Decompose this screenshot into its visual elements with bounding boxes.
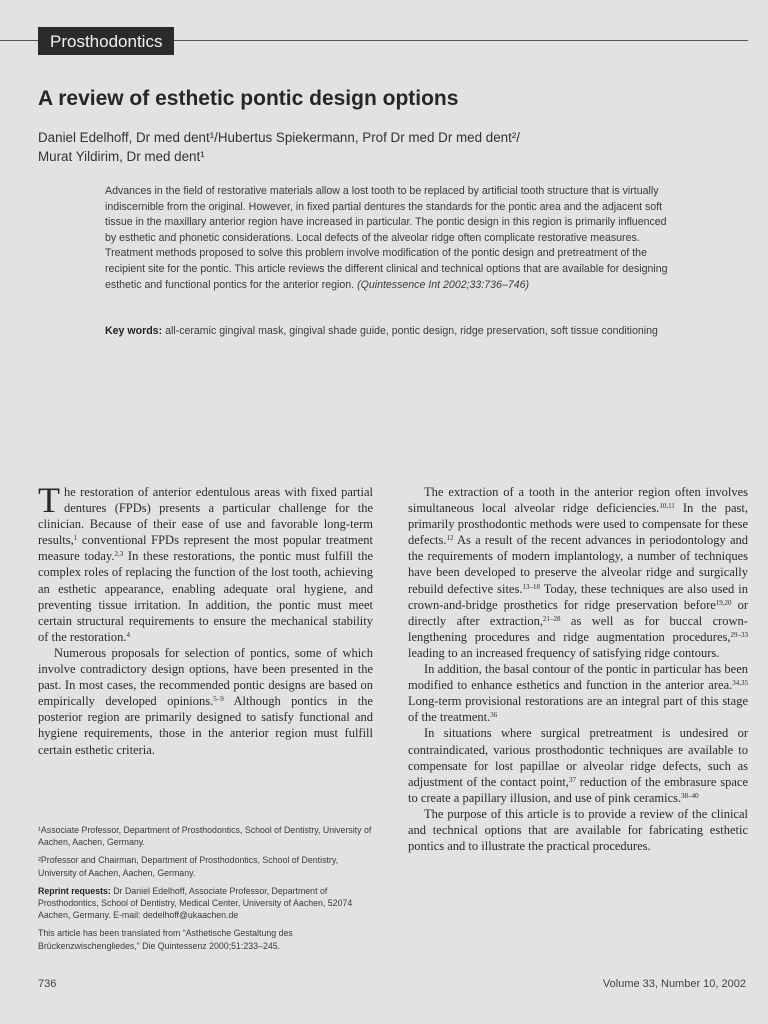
- body-paragraph: [38, 480, 374, 645]
- citation-ref: 2,3: [114, 550, 124, 559]
- body-text: Numerous proposals for selection of pontics, some of which involve contradictory design options, have been presented in the past. In most cases, the recommended pontic designs are based on empirically developed opinions.: [38, 645, 373, 709]
- body-paragraph: [408, 661, 748, 725]
- body-text: In addition, the basal contour of the pontic in particular has been modified to enhance esthetics and function in the anterior area.: [408, 662, 748, 693]
- body-column-left: [38, 480, 374, 758]
- abstract: [105, 184, 670, 293]
- citation-ref: 34,35: [732, 679, 748, 688]
- keywords: [105, 324, 685, 340]
- body-paragraph: [408, 484, 748, 661]
- section-label: Prosthodontics: [38, 27, 174, 55]
- keywords-label: Key words:: [105, 325, 163, 337]
- body-text: Today, these techniques are also used in crown-and-bridge prosthetics for ridge preservation before: [408, 581, 748, 612]
- footnote-affiliation-2: ²Professor and Chairman, Department of Prosthodontics, School of Dentistry, University of Aachen, Aachen, Germany.: [38, 855, 339, 878]
- abstract-text: Advances in the field of restorative materials allow a lost tooth to be replaced by artificial tooth structure that is virtually indiscernible from the original. However, in fixed partial dentures the standards for the pontic area and the adjacent soft tissue in the maxillary anterior region have increased in particular. The pontic design in this region is primarily influenced by esthetic and phonetic considerations. Local defects of the alveolar ridge often complicate restorative measures. Treatment methods proposed to solve this problem involve modification of the pontic design and pretreatment of the recipient site for the pontic. This article reviews the different clinical and technical options that are available for designing esthetic and functional pontics for the anterior region.: [105, 185, 668, 291]
- author-list: [38, 128, 678, 166]
- citation-ref: 29–33: [730, 630, 748, 639]
- drop-cap: T: [38, 480, 60, 520]
- body-text: he restoration of anterior edentulous areas with fixed partial dentures (FPDs) presents a particular challenge for the clinician. Because of their ease of use and favorable long-term results,: [38, 485, 373, 548]
- citation-ref: 10,11: [659, 502, 675, 511]
- citation-ref: 5–9: [213, 695, 224, 704]
- body-text: In situations where surgical pretreatment is undesired or contraindicated, various prosthodontic techniques are available to compensate for lost papillae or alveolar ridge defects, such as adjustment of the contact point,: [408, 726, 748, 789]
- citation-ref: 38–40: [681, 791, 699, 800]
- keywords-text: all-ceramic gingival mask, gingival shade guide, pontic design, ridge preservation, soft tissue conditioning: [165, 325, 658, 337]
- body-column-right: [408, 484, 748, 854]
- citation-ref: 4: [126, 630, 131, 639]
- body-text: as well as for buccal crown-lengthening procedures and ridge augmentation procedures,: [408, 613, 748, 644]
- footnote-translation: This article has been translated from “Asthetische Gestaltung des Brückenzwischengliedes,” Die Quintessenz 2000;51:233–245.: [38, 928, 293, 951]
- body-text: Long-term provisional restorations are an integral part of this stage of the treatment.: [408, 694, 748, 725]
- body-text: Although pontics in the posterior region are primarily designed to satisfy functional and hygiene requirements, those in the anterior region must fulfill certain esthetic criteria.: [38, 694, 373, 757]
- journal-volume: Volume 33, Number 10, 2002: [602, 978, 746, 990]
- body-text: In the past, primarily prosthodontic methods were used to compensate for these defects.: [408, 501, 748, 548]
- footnote-affiliation-1: ¹Associate Professor, Department of Prosthodontics, School of Dentistry, University of Aachen, Aachen, Germany.: [38, 825, 372, 848]
- citation-ref: 12: [446, 534, 454, 543]
- body-text: leading to an increased frequency of satisfying ridge contours.: [408, 645, 720, 660]
- citation-ref: 1: [73, 534, 78, 543]
- footnotes: [38, 824, 373, 958]
- author-line: Daniel Edelhoff, Dr med dent¹/Hubertus Spiekermann, Prof Dr med Dr med dent²/: [38, 130, 521, 145]
- citation-ref: 13–18: [522, 582, 540, 591]
- body-text: reduction of the embrasure space to create a papillary illusion, and use of pink ceramics.: [408, 774, 748, 805]
- body-text: conventional FPDs represent the most popular treatment measure today.: [38, 533, 373, 564]
- citation-ref: 36: [490, 711, 498, 720]
- footnote-reprint: [38, 885, 373, 922]
- reprint-label: Reprint requests:: [38, 885, 111, 896]
- body-text: The extraction of a tooth in the anterior region often involves simultaneous local alveolar ridge deficiencies.: [408, 485, 748, 516]
- body-paragraph: [38, 645, 373, 758]
- citation-ref: 19,20: [715, 598, 732, 607]
- abstract-citation: (Quintessence Int 2002;33:736–746): [357, 278, 530, 291]
- author-line: Murat Yildirim, Dr med dent¹: [38, 149, 205, 164]
- article-title: A review of esthetic pontic design options: [38, 87, 459, 110]
- body-paragraph: [408, 725, 748, 805]
- body-text: In these restorations, the pontic must fulfill the complex roles of replacing the function of the lost tooth, achieving an esthetic appearance, enabling adequate oral hygiene, and preventing tissue irritation. In addition, the pontic must meet certain structural requirements to ensure the mechanical stability of the restoration.: [38, 549, 374, 644]
- page-number: 736: [38, 978, 57, 990]
- body-text: The purpose of this article is to provide a review of the clinical and technical options that are available for fabricating esthetic pontics and to illustrate the practical procedures.: [408, 806, 748, 854]
- body-text: or directly after extraction,: [408, 597, 748, 628]
- citation-ref: 37: [568, 775, 576, 784]
- reprint-text: Dr Daniel Edelhoff, Associate Professor, Department of Prosthodontics, School of Dentistry, Medical Center, University of Aachen, 52074 Aachen, Germany. E-mail: dedelhoff@ukaachen.de: [38, 885, 353, 921]
- citation-ref: 21–28: [543, 614, 561, 623]
- body-paragraph: [408, 806, 748, 854]
- body-text: As a result of the recent advances in periodontology and the requirements of modern implantology, a number of techniques have been developed to preserve the alveolar ridge and surgically rebuild defective sites.: [408, 533, 748, 596]
